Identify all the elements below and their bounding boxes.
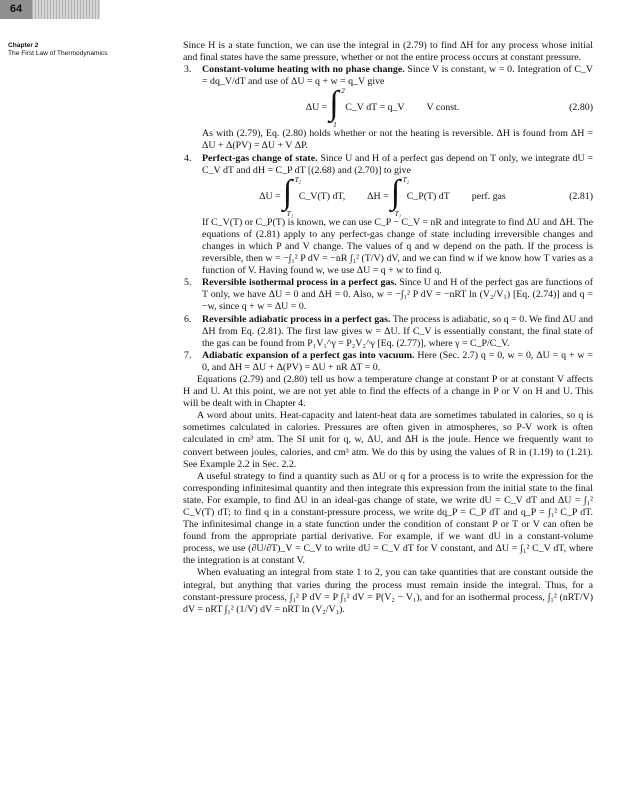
eq-lhs: ΔH = bbox=[367, 190, 389, 202]
body-paragraph: When evaluating an integral from state 1 to 2, you can take quantities that are constant outside the integral, but anything that varies during the process must remain inside the integral. Thus, for a constant-pressure process, ∫₁² P dV = P ∫₁² dV = P(V₂ − V₁), and for an isothermal process, ∫₁² (nRT/V) dV = nRT ∫₁² (1/V) dV = nRT ln (V₂/V₁). bbox=[183, 567, 593, 615]
list-item bbox=[183, 64, 593, 152]
integral-sign: ∫ 2 1 bbox=[327, 88, 345, 128]
body-paragraph: A word about units. Heat-capacity and latent-heat data are sometimes tabulated in calories, so q is sometimes calculated in calories. Pressures are often given in atmospheres, so P-V work is often calculated in cm³ atm. The SI unit for q, w, ΔU, and ΔH is the joule. Hence we frequently want to convert between joules, calories, and cm³ atm. We do this by using the values of R in (1.19) to (1.21). See Example 2.2 in Sec. 2.2. bbox=[183, 410, 593, 470]
integral-lower: T₁ bbox=[394, 209, 402, 218]
integral-sign: ∫ T₂ T₁ bbox=[281, 177, 299, 217]
integral-sign: ∫ T₂ T₁ bbox=[389, 177, 407, 217]
item-followup: As with (2.79), Eq. (2.80) holds whether or not the heating is reversible. ΔH is found from ΔH = ΔU + Δ(PV) = ΔU + V ΔP. bbox=[202, 128, 593, 152]
eq-condition: perf. gas bbox=[471, 190, 506, 202]
item-followup: If C_V(T) or C_P(T) is known, we can use C_P − C_V = nR and integrate to find ΔU and ΔH. The equations of (2.81) apply to any perfect-gas change of state including irreversible changes and changes in which P and V change. The values of q and w depend on the path. If the process is reversible, then w = −∫₁² P dV = −nR ∫₁² (T/V) dV, and we can find w if we know how T varies as a function of V. Having found w, we use ΔU = q + w to find q. bbox=[202, 216, 593, 277]
body-paragraph: A useful strategy to find a quantity such as ΔU or q for a process is to write the expression for the corresponding infinitesimal quantity and then integrate this expression from the initial state to the final state. For example, to find ΔU in an ideal-gas change of state, we write dU = C_V dT and ΔU = ∫₁² C_V(T) dT; to find q in a constant-pressure process, we write dq_P = C_P dT and q_P = ∫₁² C_P dT. The infinitesimal change in a state function under the condition of constant P or T or V can often be found from the appropriate partial derivative. For example, if we want dU in a constant-volume process, we use (∂U/∂T)_V = C_V to write dU = C_V dT for V constant, and ΔU = ∫₁² C_V dT, where the integration is at constant V. bbox=[183, 470, 593, 567]
integral-upper: 2 bbox=[341, 87, 345, 96]
item-number: 5. bbox=[184, 277, 192, 289]
item-text: Here (Sec. 2.7) q = 0, w = 0, ΔU = q + w = 0, and ΔH = ΔU + Δ(PV) = ΔU + nR ΔT = 0. bbox=[202, 349, 593, 373]
item-heading: Perfect-gas change of state. bbox=[202, 152, 318, 164]
list-item bbox=[183, 277, 593, 313]
item-heading: Adiabatic expansion of a perfect gas into vacuum. bbox=[202, 349, 415, 361]
eq-condition: V const. bbox=[426, 102, 460, 114]
item-heading: Constant-volume heating with no phase change. bbox=[202, 64, 405, 76]
integral-lower: 1 bbox=[333, 121, 337, 130]
integral-lower: T₁ bbox=[286, 209, 294, 218]
item-heading: Reversible isothermal process in a perfect gas. bbox=[202, 277, 397, 289]
equation-2-81 bbox=[202, 173, 593, 218]
integral-upper: T₂ bbox=[294, 175, 302, 184]
running-head bbox=[8, 42, 188, 58]
item-text: Since U and H of the perfect gas are functions of T only, we have ΔU = 0 and ΔH = 0. Also, w = −∫₁² P dV = −nRT ln (V₂/V₁) [Eq. (2.74)] and q = −w, since q + w = ΔU = 0. bbox=[202, 277, 594, 313]
list-item bbox=[183, 314, 593, 350]
item-text: Since U and H of a perfect gas depend on T only, we integrate dU = C_V dT and dH = C_P dT [(2.68) and (2.70)] to give bbox=[202, 152, 593, 176]
item-text: The process is adiabatic, so q = 0. We find ΔU and ΔH from Eq. (2.81). The first law gives w = ΔU. If C_V is essentially constant, the final state of the gas can be found from P₁V₁^γ = P₂V₂^γ [Eq. (2.77)], where γ = C_P/C_V. bbox=[202, 313, 593, 349]
list-item bbox=[183, 153, 593, 278]
chapter-label: Chapter 2 bbox=[8, 42, 39, 49]
eq-lhs: ΔU = bbox=[305, 102, 328, 114]
item-number: 7. bbox=[184, 349, 192, 361]
integral-upper: T₂ bbox=[402, 175, 410, 184]
item-text: Since V is constant, w = 0. Integration of C_V = dq_V/dT and use of ΔU = q + w = q_V give bbox=[202, 64, 593, 88]
list-item bbox=[183, 350, 593, 374]
chapter-title: The First Law of Thermodynamics bbox=[8, 50, 108, 57]
eq-lhs: ΔU = bbox=[259, 190, 281, 202]
equation-number: (2.81) bbox=[569, 190, 593, 202]
eq-integrand: C_V(T) dT, bbox=[298, 190, 346, 202]
equation-2-80 bbox=[202, 85, 593, 130]
eq-integrand: C_V dT = q_V bbox=[345, 102, 405, 114]
intro-paragraph: Since H is a state function, we can use the integral in (2.79) to find ΔH for any process whose initial and final states have the same pressure, whether or not the entire process occurs at constant pressure. bbox=[183, 40, 593, 64]
item-number: 6. bbox=[184, 313, 192, 325]
item-heading: Reversible adiabatic process in a perfect gas. bbox=[202, 313, 391, 325]
main-text bbox=[183, 40, 593, 616]
body-paragraph: Equations (2.79) and (2.80) tell us how a temperature change at constant P or at constant V affects H and U. At this point, we are not yet able to find the effects of a change in P or V on H and U. This will be dealt with in Chapter 4. bbox=[183, 373, 593, 410]
header-decoration bbox=[32, 0, 100, 19]
equation-number: (2.80) bbox=[569, 102, 593, 114]
item-number: 3. bbox=[184, 64, 192, 76]
page-number: 64 bbox=[0, 0, 32, 19]
page-header-bar bbox=[0, 0, 100, 19]
eq-integrand: C_P(T) dT bbox=[406, 190, 450, 202]
item-number: 4. bbox=[184, 152, 192, 164]
